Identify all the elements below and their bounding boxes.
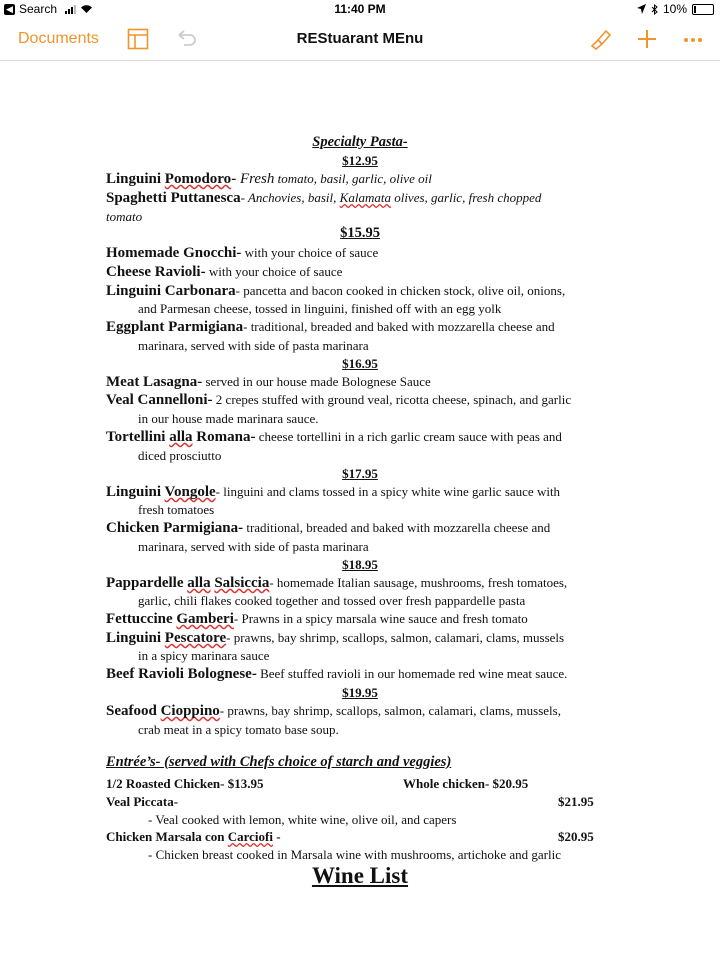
menu-item-eggplant-parmigiana — [106, 318, 555, 336]
dish-name: Linguini — [106, 484, 165, 500]
status-bar — [0, 0, 720, 18]
dish-name: Pomodoro — [164, 171, 232, 187]
documents-button[interactable]: Documents — [18, 30, 99, 47]
dish-description: and Parmesan cheese, tossed in linguini, finished off with an egg yolk — [138, 301, 502, 316]
dish-description: served in our house made Bolognese Sauce — [202, 374, 431, 389]
entree-chicken-marsala-price: $20.95 — [558, 829, 594, 844]
dish-name: Spaghetti Puttanesca — [106, 190, 241, 206]
paintbrush-icon[interactable] — [588, 28, 612, 50]
location-icon — [637, 4, 646, 14]
dish-name: Cioppino — [160, 703, 220, 719]
entree-chicken-marsala — [106, 828, 281, 845]
battery-icon — [692, 4, 714, 15]
dish-description: tomato — [106, 209, 143, 224]
dish-description: - homemade Italian sausage, mushrooms, fresh tomatoes, — [269, 575, 568, 590]
menu-item-spaghetti-puttanesca — [106, 189, 541, 207]
dish-name: - — [272, 829, 281, 844]
dish-description: - Anchovies, basil, — [240, 190, 340, 205]
dish-name: Cheese Ravioli- — [106, 264, 206, 280]
dish-description: garlic, chili flakes cooked together and tossed over fresh pappardelle pasta — [138, 593, 526, 608]
dish-name: Veal Cannelloni- — [106, 392, 213, 408]
dish-name: Linguini — [106, 171, 165, 187]
menu-item-veal-cannelloni — [106, 391, 571, 409]
menu-item-chicken-parmigiana — [106, 519, 550, 537]
dish-description: tomato, basil, garlic, olive oil — [274, 171, 432, 186]
dish-description: cheese tortellini in a rich garlic cream sauce with peas and — [255, 429, 562, 444]
dish-description: diced prosciutto — [138, 448, 222, 463]
entrees-heading: Entrée’s- (served with Chefs choice of starch and veggies) — [106, 754, 452, 770]
dish-description: crab meat in a spicy tomato base soup. — [138, 722, 339, 737]
menu-item-cheese-ravioli — [106, 263, 342, 281]
back-arrow-icon[interactable]: ◀ — [4, 4, 15, 15]
dish-name: Gamberi — [176, 611, 234, 627]
menu-item-meat-lasagna — [106, 373, 431, 391]
dish-description: - Chicken breast cooked in Marsala wine with mushrooms, artichoke and garlic — [148, 847, 561, 862]
status-time: 11:40 PM — [334, 2, 386, 16]
dish-description: marinara, served with side of pasta marinara — [138, 539, 369, 554]
dish-name: Seafood — [106, 703, 161, 719]
dish-name: Homemade Gnocchi- — [106, 245, 242, 261]
entree-half-roasted-chicken: 1/2 Roasted Chicken- $13.95 — [106, 776, 264, 791]
bluetooth-icon — [651, 4, 658, 15]
menu-item-pappardelle-salsiccia — [106, 574, 567, 592]
dish-description: - Prawns in a spicy marsala wine sauce and fresh tomato — [233, 611, 528, 626]
dish-name: - — [231, 171, 240, 187]
menu-item-beef-ravioli-bolognese — [106, 665, 567, 683]
dish-name: alla — [187, 575, 211, 591]
back-app-label[interactable]: Search — [19, 2, 58, 16]
battery-percent: 10% — [662, 2, 687, 16]
dish-name: Fettuccine — [106, 611, 177, 627]
menu-item-linguini-vongole — [106, 483, 560, 501]
dish-name: Tortellini — [106, 429, 170, 445]
dish-name: Pescatore — [164, 630, 227, 646]
entree-veal-piccata: Veal Piccata- — [106, 794, 179, 809]
menu-item-seafood-cioppino — [106, 702, 561, 720]
menu-item-gnocchi — [106, 244, 378, 262]
dish-description: Kalamata — [339, 190, 391, 205]
menu-item-tortellini-romana — [106, 428, 562, 446]
dish-description: marinara, served with side of pasta marinara — [138, 338, 369, 353]
dish-name: Salsiccia — [214, 575, 270, 591]
price-tier-1895: $18.95 — [342, 557, 378, 572]
dish-name: Beef Ravioli Bolognese- — [106, 666, 257, 682]
menu-item-linguini-pescatore — [106, 629, 564, 647]
dish-name: Linguini Carbonara — [106, 283, 236, 299]
dish-name: Chicken Parmigiana- — [106, 520, 244, 536]
navigation-bar — [0, 18, 720, 61]
entree-veal-piccata-price: $21.95 — [558, 794, 594, 809]
price-tier-1295: $12.95 — [342, 153, 378, 168]
dish-name: Carciofi — [227, 829, 273, 844]
plus-icon[interactable] — [636, 28, 658, 50]
dish-name: Meat Lasagna- — [106, 374, 203, 390]
price-tier-1995: $19.95 — [342, 685, 378, 700]
dish-description: with your choice of sauce — [205, 264, 343, 279]
menu-item-fettuccine-gamberi — [106, 610, 528, 628]
menu-item-linguini-carbonara — [106, 282, 565, 300]
dish-description: Beef stuffed ravioli in our homemade red wine meat sauce. — [256, 666, 568, 681]
dish-description: traditional, breaded and baked with mozzarella cheese and — [243, 520, 551, 535]
dish-description: - Veal cooked with lemon, white wine, olive oil, and capers — [148, 812, 457, 827]
dish-description: - traditional, breaded and baked with mozzarella cheese and — [243, 319, 555, 334]
dish-name: Linguini — [106, 630, 165, 646]
dish-description: - prawns, bay shrimp, scallops, salmon, calamari, clams, mussels — [226, 630, 565, 645]
price-tier-1595: $15.95 — [340, 225, 380, 241]
dish-description: fresh tomatoes — [138, 502, 215, 517]
document-title: REStuarant MEnu — [296, 30, 424, 47]
wine-list-heading: Wine List — [311, 863, 409, 888]
dish-name: Chicken Marsala con — [106, 829, 228, 844]
dish-description: - linguini and clams tossed in a spicy white wine garlic sauce with — [215, 484, 561, 499]
dish-description: 2 crepes stuffed with ground veal, ricotta cheese, spinach, and garlic — [212, 392, 572, 407]
dish-name: Romana- — [192, 429, 256, 445]
menu-item-linguini-pomodoro — [106, 170, 432, 188]
dish-description: in a spicy marinara sauce — [138, 648, 270, 663]
dish-description: in our house made marinara sauce. — [138, 411, 319, 426]
dish-description: - prawns, bay shrimp, scallops, salmon, calamari, clams, mussels, — [219, 703, 561, 718]
dish-name: Eggplant Parmigiana — [106, 319, 244, 335]
status-right — [637, 2, 714, 16]
price-tier-1795: $17.95 — [342, 466, 378, 481]
price-tier-1695: $16.95 — [342, 356, 378, 371]
dish-name: alla — [169, 429, 193, 445]
specialty-pasta-heading: Specialty Pasta- — [312, 134, 408, 150]
more-icon[interactable] — [682, 28, 704, 50]
entree-whole-chicken: Whole chicken- $20.95 — [403, 776, 529, 791]
dish-description: Fresh — [239, 171, 275, 187]
document-page — [0, 60, 720, 960]
dish-description: olives, garlic, fresh chopped — [390, 190, 542, 205]
dish-description: with your choice of sauce — [241, 245, 379, 260]
dish-description: - pancetta and bacon cooked in chicken stock, olive oil, onions, — [235, 283, 566, 298]
dish-name: Pappardelle — [106, 575, 188, 591]
dish-name: Vongole — [164, 484, 216, 500]
